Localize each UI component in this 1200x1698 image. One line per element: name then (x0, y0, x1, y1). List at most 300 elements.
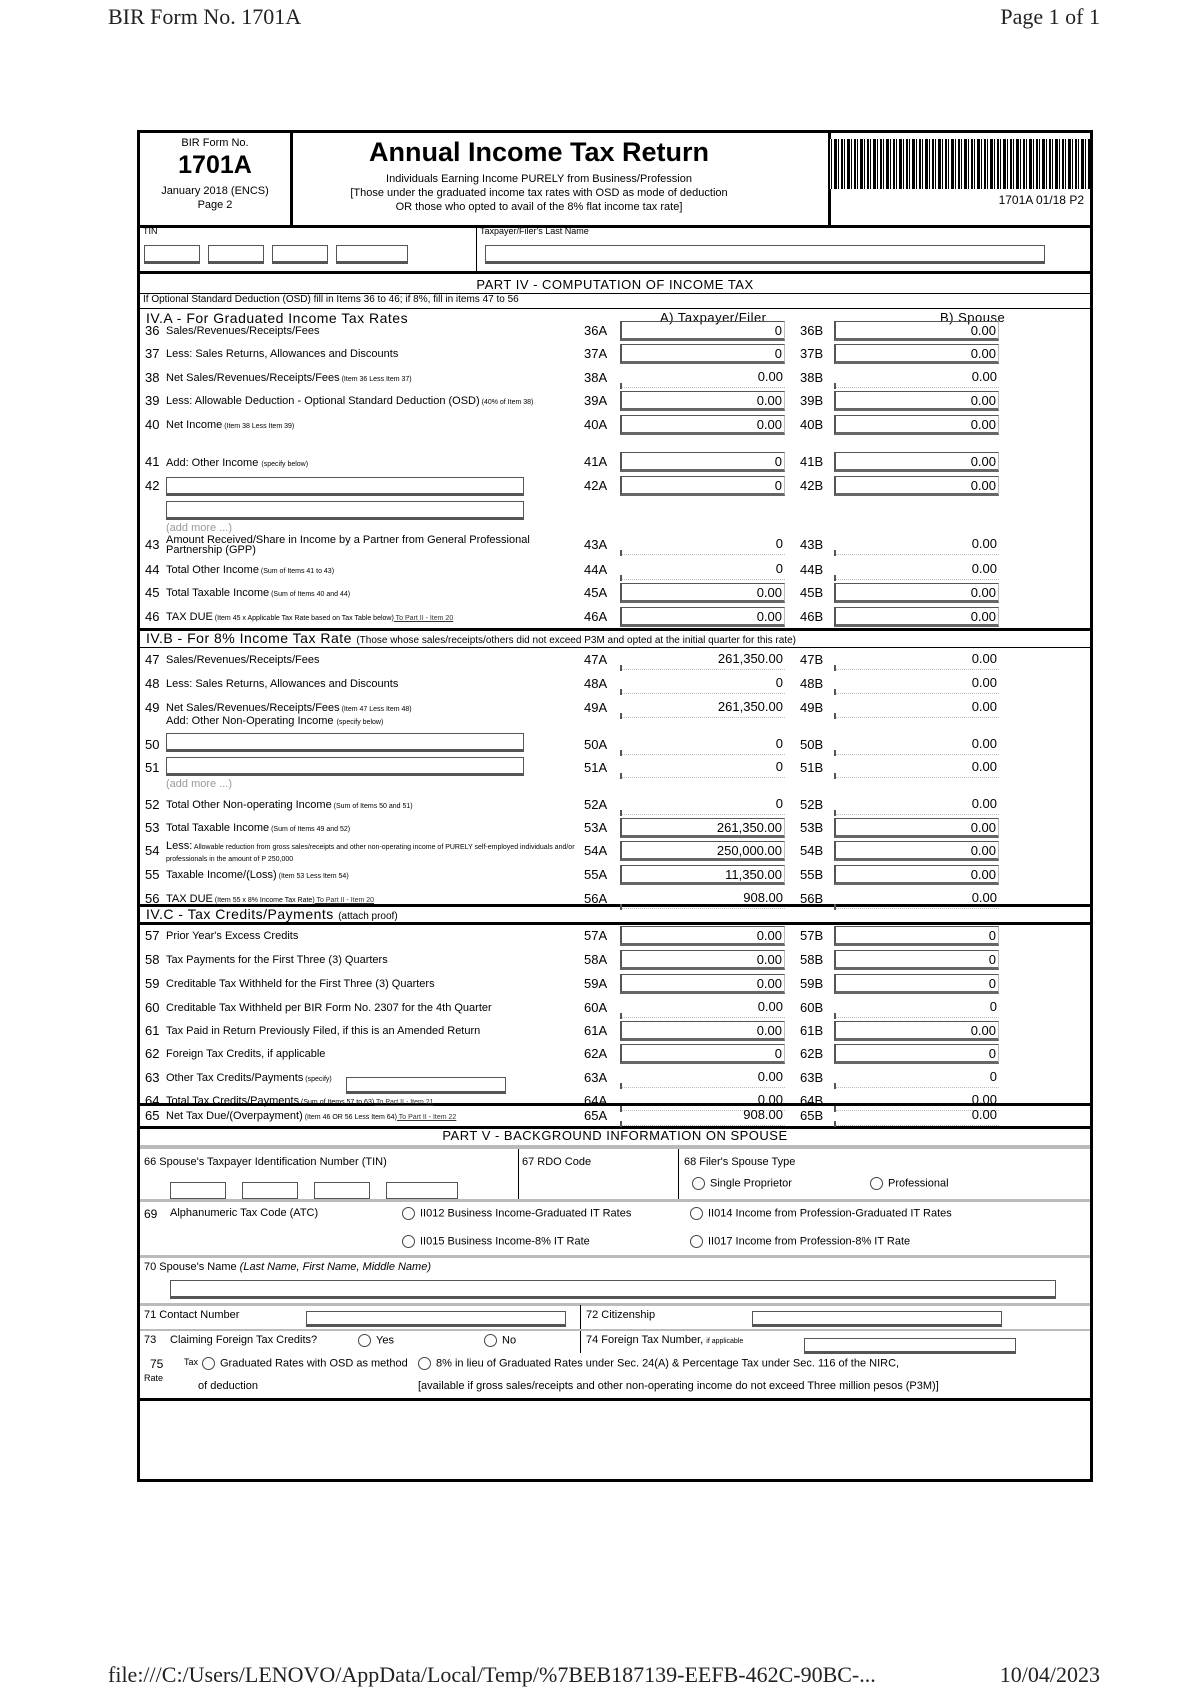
col-a-code: 40A (584, 417, 608, 432)
item-desc-text: Prior Year's Excess Credits (166, 930, 299, 942)
col-b-code: 46B (800, 609, 824, 624)
item-desc-text: Net Income (166, 419, 223, 431)
item-number: 58 (145, 952, 160, 967)
col-a-value[interactable]: 261,350.00 (620, 650, 785, 670)
last-name-field[interactable] (485, 245, 1045, 264)
col-b-code: 65B (800, 1108, 824, 1123)
add-more-link[interactable]: (add more ...) (166, 522, 233, 534)
col-b-value[interactable]: 0.00 (834, 1021, 999, 1041)
col-a-value[interactable]: 261,350.00 (620, 698, 785, 718)
divider (140, 1199, 1090, 1202)
item-description (166, 395, 533, 407)
item-number: 61 (145, 1023, 160, 1038)
radio-icon (692, 1177, 705, 1190)
col-b-value[interactable]: 0.00 (834, 698, 999, 718)
contact-number-field[interactable] (306, 1311, 566, 1327)
col-b-value[interactable]: 0.00 (834, 344, 999, 364)
col-b-code: 48B (800, 676, 824, 691)
col-a-value[interactable]: 0.00 (620, 607, 785, 627)
item-note: (Item 38 Less Item 39) (222, 423, 295, 430)
add-other-nonop-label: Add: Other Non-Operating Income (specify below) (166, 715, 384, 727)
item-note: (Item 55 x 8% Income Tax Rate) (212, 897, 315, 904)
item-number: 45 (145, 585, 160, 600)
atc-option-ii014[interactable]: II014 Income from Profession-Graduated IT Rates (690, 1207, 952, 1220)
divider (140, 225, 1090, 228)
item-desc-text: Tax Payments for the First Three (3) Quarters (166, 954, 388, 966)
item-desc-text: Total Tax Credits/Payments (166, 1095, 300, 1107)
col-a-value[interactable]: 0 (620, 1044, 785, 1064)
item-description (166, 1110, 456, 1122)
spouse-type-label: 68 Filer's Spouse Type (684, 1156, 796, 1168)
other-income-42-field[interactable] (166, 501, 524, 520)
col-b-code: 36B (800, 323, 824, 338)
col-b-value[interactable]: 0.00 (834, 321, 999, 341)
item-desc-text: Other Tax Credits/Payments (166, 1072, 304, 1084)
col-a-value[interactable]: 11,350.00 (620, 865, 785, 885)
form-number: 1701A (178, 151, 252, 179)
col-a-code: 57A (584, 928, 608, 943)
item-link[interactable]: To Part II - Item 22 (396, 1114, 457, 1121)
item-link[interactable]: To Part II - Item 20 (314, 897, 375, 904)
col-a-value[interactable]: 0.00 (620, 974, 785, 994)
col-a-code: 59A (584, 976, 608, 991)
col-a-code: 54A (584, 843, 608, 858)
last-name-label: Taxpayer/Filer's Last Name (480, 226, 589, 236)
section-iva-title: IV.A - For Graduated Income Tax Rates (146, 310, 409, 326)
browser-footer-url: file:///C:/Users/LENOVO/AppData/Local/Temp/%7BEB187139-EEFB-462C-90BC-... (108, 1662, 876, 1687)
barcode-code: 1701A 01/18 P2 (998, 193, 1084, 207)
col-a-code: 61A (584, 1023, 608, 1038)
divider (140, 308, 1090, 309)
add-more-link[interactable]: (add more ...) (166, 778, 233, 790)
radio-icon (418, 1357, 431, 1370)
col-b-value[interactable]: 0.00 (834, 1091, 999, 1111)
item-desc-text: Net Tax Due/(Overpayment) (166, 1110, 303, 1122)
item-number: 40 (145, 417, 160, 432)
item-description (166, 564, 334, 576)
item-desc-text: Taxable Income/(Loss) (166, 869, 277, 881)
col-a-code: 45A (584, 585, 608, 600)
col-b-code: 57B (800, 928, 824, 943)
item-desc-text: Amount Received/Share in Income by a Partner from General Professional Partnership (GPP) (166, 534, 530, 556)
col-a-value[interactable]: 0.00 (620, 368, 785, 388)
item-number: 44 (145, 562, 160, 577)
col-b-value[interactable]: 0.00 (834, 452, 999, 472)
item-number: 52 (145, 797, 160, 812)
item-note: (Sum of Items 40 and 44) (269, 591, 351, 598)
item-description (166, 587, 350, 599)
col-b-code: 63B (800, 1070, 824, 1085)
form-subtitle: OR those who opted to avail of the 8% flat income tax rate] (395, 201, 683, 213)
item-number: 62 (145, 1046, 160, 1061)
radio-icon (690, 1207, 703, 1220)
col-b-code: 39B (800, 393, 824, 408)
col-a-value[interactable]: 261,350.00 (620, 818, 785, 838)
item-desc-text: Less: (166, 840, 193, 852)
col-a-value[interactable]: 0 (620, 674, 785, 694)
part4-instruction: If Optional Standard Deduction (OSD) fill in Items 36 to 46; if 8%, fill in items 47 to 56 (143, 294, 519, 305)
item-number: 54 (145, 843, 160, 858)
item-description (166, 893, 374, 905)
col-b-code: 60B (800, 1000, 824, 1015)
col-b-code: 42B (800, 478, 824, 493)
tax-rate-option-8pct-note: [available if gross sales/receipts and other non-operating income do not exceed Three million pesos (P3M)] (418, 1380, 939, 1392)
radio-icon (402, 1207, 415, 1220)
item-desc-text: Less: Sales Returns, Allowances and Discounts (166, 348, 399, 360)
item-description (166, 869, 349, 881)
barcode-image (828, 139, 1090, 189)
col-a-code: 55A (584, 867, 608, 882)
col-a-code: 49A (584, 700, 608, 715)
col-b-value[interactable]: 0.00 (834, 735, 999, 755)
col-a-value[interactable]: 0 (620, 476, 785, 496)
col-b-code: 41B (800, 454, 824, 469)
col-b-value[interactable]: 0.00 (834, 535, 999, 555)
col-b-value[interactable]: 0 (834, 926, 999, 946)
col-a-value[interactable]: 908.00 (620, 1106, 785, 1126)
col-a-value[interactable]: 0.00 (620, 1021, 785, 1041)
add-other-income-label: Add: Other Income (specify below) (166, 457, 309, 469)
item-number: 48 (145, 676, 160, 691)
col-b-value[interactable]: 0 (834, 974, 999, 994)
spouse-type-single[interactable]: Single Proprietor (692, 1177, 792, 1190)
divider (140, 271, 1090, 274)
tax-rate-option-osd-cont: of deduction (198, 1380, 258, 1392)
item-note: (Item 36 Less Item 37) (339, 376, 412, 383)
item-desc-text: TAX DUE (166, 893, 213, 905)
col-a-value[interactable]: 908.00 (620, 889, 785, 909)
spouse-name-label: 70 Spouse's Name (Last Name, First Name, Middle Name) (144, 1261, 431, 1273)
divider (140, 1329, 1090, 1331)
browser-footer-date: 10/04/2023 (999, 1662, 1100, 1687)
col-b-code: 45B (800, 585, 824, 600)
browser-header-page: Page 1 of 1 (1000, 4, 1100, 29)
col-a-code: 39A (584, 393, 608, 408)
col-a-code: 50A (584, 737, 608, 752)
col-a-code: 63A (584, 1070, 608, 1085)
col-a-code: 52A (584, 797, 608, 812)
col-b-value[interactable]: 0.00 (834, 415, 999, 435)
contact-number-label: 71 Contact Number (144, 1309, 240, 1321)
col-b-code: 62B (800, 1046, 824, 1061)
col-b-value[interactable]: 0 (834, 950, 999, 970)
item-number: 57 (145, 928, 160, 943)
radio-icon (690, 1235, 703, 1248)
radio-icon (202, 1357, 215, 1370)
col-a-code: 48A (584, 676, 608, 691)
item-description (166, 419, 294, 431)
item-note: (specify) (303, 1076, 332, 1083)
item-desc-text: Net Sales/Revenues/Receipts/Fees (166, 702, 340, 714)
item-number: 59 (145, 976, 160, 991)
col-b-code: 49B (800, 700, 824, 715)
item-number: 39 (145, 393, 160, 408)
item-desc-text: Total Other Income (166, 564, 259, 576)
col-b-code: 51B (800, 760, 824, 775)
item-description (166, 841, 576, 865)
item-number: 46 (145, 609, 160, 624)
tax-rate-option-osd[interactable]: Graduated Rates with OSD as method (202, 1357, 408, 1370)
tax-rate-label-tax: Tax (184, 1357, 199, 1367)
col-a-value[interactable]: 0.00 (620, 1091, 785, 1111)
col-b-code: 47B (800, 652, 824, 667)
col-a-code: 43A (584, 537, 608, 552)
col-a-code: 60A (584, 1000, 608, 1015)
foreign-tax-credit-no-option[interactable]: No (484, 1334, 516, 1347)
rdo-code-label: 67 RDO Code (522, 1156, 592, 1168)
col-a-code: 62A (584, 1046, 608, 1061)
item-note: (Item 47 Less Item 48) (339, 706, 412, 713)
item-note: Allowable reduction from gross sales/receipts and other non-operating income of PURELY self-employed individuals and/or professionals in the amount of P 250,000 (166, 844, 575, 863)
item-link[interactable]: To Part II - Item 20 (393, 615, 454, 622)
foreign-tax-credit-yes[interactable]: Yes (358, 1334, 394, 1347)
section-ivb-title: IV.B - For 8% Income Tax Rate (Those whose sales/receipts/others did not exceed P3M and opted at the initial quarter for this rate) (146, 630, 796, 646)
col-b-value[interactable]: 0.00 (834, 650, 999, 670)
item-desc-text: Total Other Non-operating Income (166, 799, 332, 811)
divider (140, 922, 1090, 925)
col-b-code: 44B (800, 562, 824, 577)
item-description (166, 1048, 325, 1060)
divider (140, 647, 1090, 648)
col-a-value[interactable]: 0 (620, 758, 785, 778)
form-title: Annual Income Tax Return (368, 137, 710, 167)
part5-title: PART V - BACKGROUND INFORMATION ON SPOUSE (442, 1128, 788, 1143)
spouse-name-field[interactable] (170, 1280, 1056, 1299)
col-b-value[interactable]: 0.00 (834, 368, 999, 388)
col-a-code: 53A (584, 820, 608, 835)
item-note: (Item 46 OR 56 Less Item 64) (302, 1114, 397, 1121)
col-a-code: 51A (584, 760, 608, 775)
item-number: 55 (145, 867, 160, 882)
item-description (166, 930, 298, 942)
col-b-code: 53B (800, 820, 824, 835)
col-a-code: 64A (584, 1093, 608, 1108)
tax-form (137, 130, 1093, 1482)
tax-rate-no: 75 (150, 1357, 164, 1371)
col-a-code: 56A (584, 891, 608, 906)
part4-title: PART IV - COMPUTATION OF INCOME TAX (476, 277, 754, 292)
col-b-value[interactable]: 0.00 (834, 1106, 999, 1126)
col-a-code: 65A (584, 1108, 608, 1123)
col-b-code: 64B (800, 1093, 824, 1108)
col-b-code: 58B (800, 952, 824, 967)
radio-icon (484, 1334, 497, 1347)
divider (140, 1303, 1090, 1306)
item-description (166, 348, 398, 360)
item-number: 42 (145, 478, 160, 493)
col-a-value[interactable]: 0.00 (620, 415, 785, 435)
col-a-value[interactable]: 0.00 (620, 998, 785, 1018)
col-a-value[interactable]: 0.00 (620, 391, 785, 411)
item-description (166, 702, 412, 714)
col-a-code: 44A (584, 562, 608, 577)
col-b-code: 54B (800, 843, 824, 858)
other-tax-credits-specify-field[interactable] (346, 1077, 506, 1094)
col-a-value[interactable]: 0 (620, 795, 785, 815)
atc-option-ii017[interactable]: II017 Income from Profession-8% IT Rate (690, 1235, 910, 1248)
item-number: 47 (145, 652, 160, 667)
tin-field[interactable] (272, 245, 328, 264)
col-a-value[interactable]: 0 (620, 735, 785, 755)
item-description (166, 1072, 332, 1084)
atc-option-ii015[interactable]: II015 Business Income-8% IT Rate (402, 1235, 590, 1248)
section-ivc-title: IV.C - Tax Credits/Payments (attach proof) (146, 906, 398, 922)
col-b-code: 40B (800, 417, 824, 432)
item-desc-text: Net Sales/Revenues/Receipts/Fees (166, 372, 340, 384)
item-description (166, 1095, 434, 1107)
item-note: (40% of Item 38) (479, 399, 534, 406)
tax-rate-option-8pct[interactable]: 8% in lieu of Graduated Rates under Sec. 24(A) & Percentage Tax under Sec. 116 of the NIRC, (418, 1357, 899, 1370)
tin-field[interactable] (144, 245, 200, 264)
col-b-code: 37B (800, 346, 824, 361)
col-a-value[interactable]: 0.00 (620, 583, 785, 603)
col-a-value[interactable]: 0.00 (620, 950, 785, 970)
divider (140, 1255, 1090, 1258)
item-description (166, 654, 319, 666)
item-desc-text: Tax Paid in Return Previously Filed, if this is an Amended Return (166, 1025, 481, 1037)
item-link[interactable]: To Part II - Item 21 (374, 1099, 434, 1106)
col-a-code: 42A (584, 478, 608, 493)
item-description (166, 1025, 480, 1037)
tin-label: TIN (143, 226, 158, 236)
col-b-value[interactable]: 0.00 (834, 583, 999, 603)
item-description (166, 799, 413, 811)
col-b-value[interactable]: 0.00 (834, 674, 999, 694)
tin-field[interactable] (336, 245, 408, 264)
divider (476, 227, 477, 271)
col-b-code: 52B (800, 797, 824, 812)
foreign-tax-credit-no: 73 (144, 1334, 157, 1346)
item-number: 36 (145, 323, 160, 338)
col-a-value[interactable]: 0 (620, 321, 785, 341)
col-b-value[interactable]: 0.00 (834, 795, 999, 815)
item-desc-text: Sales/Revenues/Receipts/Fees (166, 654, 320, 666)
col-a-value[interactable]: 0 (620, 560, 785, 580)
tax-rate-label-rate: Rate (144, 1373, 164, 1383)
col-b-value[interactable]: 0.00 (834, 865, 999, 885)
col-a-code: 58A (584, 952, 608, 967)
col-a-code: 38A (584, 370, 608, 385)
col-a-value[interactable]: 0.00 (620, 1068, 785, 1088)
col-b-code: 59B (800, 976, 824, 991)
item-note: (Sum of Items 49 and 52) (269, 826, 351, 833)
col-b-header: B) Spouse (940, 310, 1006, 325)
item-number: 53 (145, 820, 160, 835)
atc-option-ii012[interactable]: II012 Business Income-Graduated IT Rates (402, 1207, 631, 1220)
item-description (166, 1002, 492, 1014)
spouse-tin-label: 66 Spouse's Taxpayer Identification Number (TIN) (144, 1156, 387, 1168)
col-a-value[interactable]: 0 (620, 344, 785, 364)
spouse-type-professional[interactable]: Professional (870, 1177, 949, 1190)
foreign-tax-number-field[interactable] (804, 1338, 1016, 1354)
col-b-value[interactable]: 0.00 (834, 758, 999, 778)
item-number: 41 (145, 454, 160, 469)
col-b-value[interactable]: 0.00 (834, 391, 999, 411)
item-number: 38 (145, 370, 160, 385)
item-description (166, 611, 453, 623)
col-b-value[interactable]: 0.00 (834, 818, 999, 838)
col-b-value[interactable]: 0.00 (834, 607, 999, 627)
col-b-code: 50B (800, 737, 824, 752)
divider (140, 1398, 1090, 1401)
col-a-code: 47A (584, 652, 608, 667)
radio-icon (402, 1235, 415, 1248)
divider (140, 1145, 1090, 1149)
atc-label: Alphanumeric Tax Code (ATC) (170, 1207, 319, 1219)
col-a-code: 37A (584, 346, 608, 361)
other-nonop-50-field[interactable] (166, 733, 524, 752)
col-a-code: 46A (584, 609, 608, 624)
col-b-value[interactable]: 0.00 (834, 476, 999, 496)
item-number: 43 (145, 537, 160, 552)
col-b-value[interactable]: 0.00 (834, 560, 999, 580)
divider (678, 1149, 679, 1201)
item-note: (Sum of Items 50 and 51) (331, 803, 413, 810)
col-b-value[interactable]: 0.00 (834, 841, 999, 861)
item-note: (Item 45 x Applicable Tax Rate based on Tax Table below) (212, 615, 394, 622)
other-nonop-51-field[interactable] (166, 757, 524, 776)
item-desc-text: Creditable Tax Withheld per BIR Form No. 2307 for the 4th Quarter (166, 1002, 492, 1014)
item-note: (Sum of Items 57 to 63) (299, 1099, 375, 1106)
form-no-label: BIR Form No. (181, 137, 249, 149)
col-b-code: 55B (800, 867, 824, 882)
item-number: 49 (145, 700, 160, 715)
tin-field[interactable] (208, 245, 264, 264)
col-b-value[interactable]: 0 (834, 998, 999, 1018)
citizenship-label: 72 Citizenship (586, 1309, 656, 1321)
item-desc-text: Less: Sales Returns, Allowances and Discounts (166, 678, 399, 690)
col-a-value[interactable]: 0.00 (620, 926, 785, 946)
item-description (166, 678, 398, 690)
item-desc-text: Creditable Tax Withheld for the First Three (3) Quarters (166, 978, 435, 990)
radio-icon (358, 1334, 371, 1347)
item-desc-text: Total Taxable Income (166, 587, 270, 599)
item-number: 56 (145, 891, 160, 906)
item-number: 63 (145, 1070, 160, 1085)
form-subtitle: [Those under the graduated income tax rates with OSD as mode of deduction (350, 187, 728, 199)
item-note: (Sum of Items 41 to 43) (258, 568, 335, 575)
citizenship-field[interactable] (752, 1311, 1002, 1327)
col-b-code: 56B (800, 891, 824, 906)
item-description (166, 978, 435, 990)
item-desc-text: Less: Allowable Deduction - Optional Standard Deduction (OSD) (166, 395, 480, 407)
item-description (166, 535, 576, 555)
divider (518, 1149, 519, 1201)
col-b-code: 38B (800, 370, 824, 385)
col-b-value[interactable]: 0 (834, 1044, 999, 1064)
item-description (166, 325, 319, 337)
form-subtitle: Individuals Earning Income PURELY from Business/Profession (386, 173, 692, 185)
col-b-code: 61B (800, 1023, 824, 1038)
item-description (166, 822, 350, 834)
item-number: 60 (145, 1000, 160, 1015)
item-description (166, 372, 412, 384)
other-income-41-field[interactable] (166, 477, 524, 496)
col-b-value[interactable]: 0 (834, 1068, 999, 1088)
item-number: 50 (145, 737, 160, 752)
col-b-value[interactable]: 0.00 (834, 889, 999, 909)
atc-no: 69 (144, 1207, 158, 1221)
col-a-value[interactable]: 250,000.00 (620, 841, 785, 861)
item-number: 37 (145, 346, 160, 361)
col-a-value[interactable]: 0 (620, 535, 785, 555)
item-number: 51 (145, 760, 160, 775)
col-b-code: 43B (800, 537, 824, 552)
col-a-header: A) Taxpayer/Filer (660, 310, 767, 325)
item-number: 64 (145, 1093, 160, 1108)
col-a-value[interactable]: 0 (620, 452, 785, 472)
item-description (166, 954, 388, 966)
